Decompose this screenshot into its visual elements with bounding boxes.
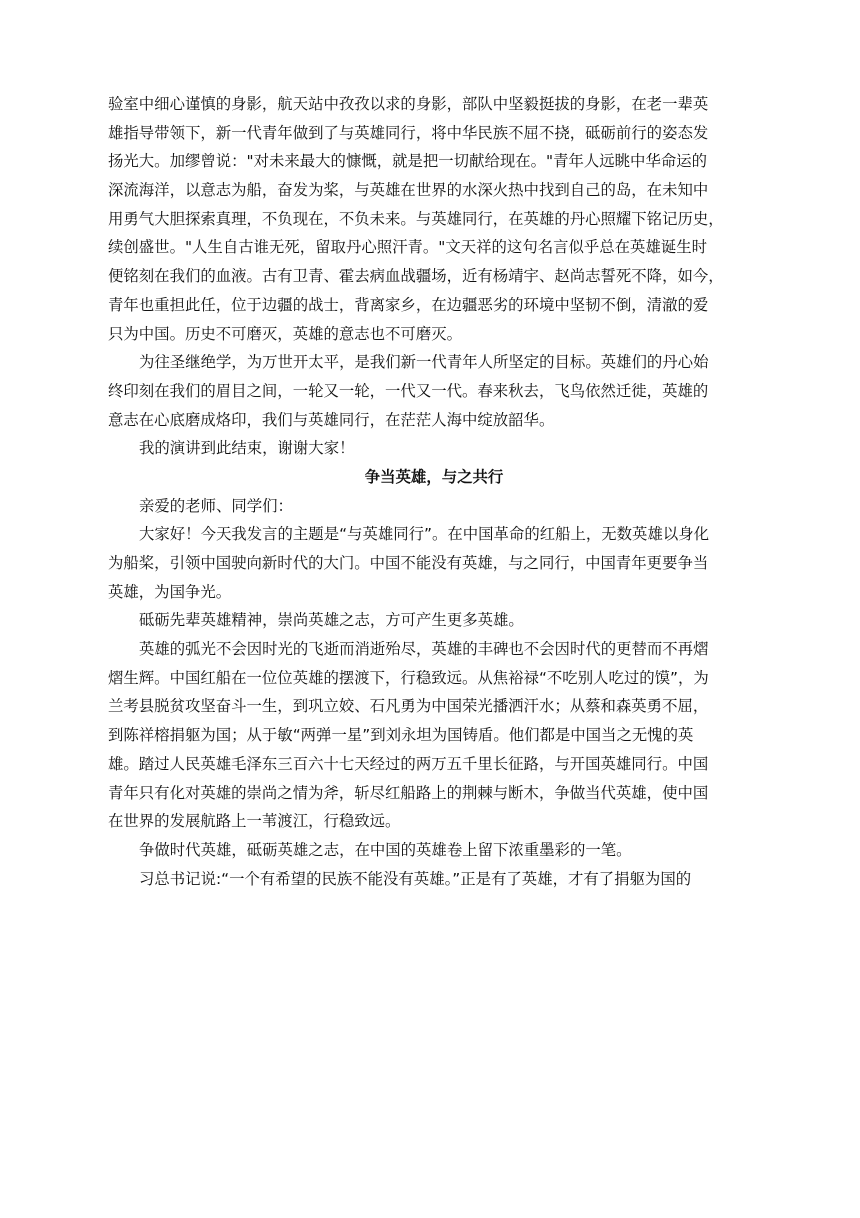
text-line: 习总书记说:“一个有希望的民族不能没有英雄。”正是有了英雄，才有了捐躯为国的 bbox=[139, 869, 692, 888]
text-line: 只为中国。历史不可磨灭，英雄的意志也不可磨灭。 bbox=[108, 324, 462, 343]
text-line: 争做时代英雄，砥砺英雄之志，在中国的英雄卷上留下浓重墨彩的一笔。 bbox=[139, 840, 632, 859]
document-body bbox=[108, 90, 760, 893]
text-line: 意志在心底磨成烙印，我们与英雄同行，在茫茫人海中绽放韶华。 bbox=[108, 410, 555, 429]
text-line: 终印刻在我们的眉目之间，一轮又一轮，一代又一代。春来秋去，飞鸟依然迁徙，英雄的 bbox=[108, 381, 709, 400]
text-line: 砥砺先辈英雄精神，崇尚英雄之志，方可产生更多英雄。 bbox=[139, 611, 524, 630]
text-line: 深流海洋，以意志为船，奋发为桨，与英雄在世界的水深火热中找到自己的岛，在未知中 bbox=[108, 181, 709, 200]
text-line: 雄。踏过人民英雄毛泽东三百六十七天经过的两万五千里长征路，与开国英雄同行。中国 bbox=[108, 754, 709, 773]
text-line: 到陈祥榕捐躯为国；从于敏“两弹一星”到刘永坦为国铸盾。他们都是中国当之无愧的英 bbox=[108, 726, 694, 745]
text-line: 雄指导带领下，新一代青年做到了与英雄同行，将中华民族不屈不挠，砥砺前行的姿态发 bbox=[108, 123, 709, 142]
text-line: 我的演讲到此结束，谢谢大家！ bbox=[139, 439, 355, 458]
text-line: 验室中细心谨慎的身影，航天站中孜孜以求的身影，部队中坚毅挺拔的身影，在老一辈英 bbox=[108, 95, 709, 113]
text-line: 在世界的发展航路上一苇渡江，行稳致远。 bbox=[108, 812, 401, 831]
text-line: 青年只有化对英雄的崇尚之情为斧，斩尽红船路上的荆棘与断木，争做当代英雄，使中国 bbox=[108, 783, 709, 802]
text-line: 用勇气大胆探索真理，不负现在，不负未来。与英雄同行，在英雄的丹心照耀下铭记历史， bbox=[108, 209, 724, 228]
text-line: 青年也重担此任，位于边疆的战士，背离家乡，在边疆恶劣的环境中坚韧不倒，清澈的爱 bbox=[108, 295, 709, 314]
text-line: 为往圣继绝学，为万世开太平，是我们新一代青年人所坚定的目标。英雄们的丹心始 bbox=[139, 353, 709, 372]
text-line: 熠生辉。中国红船在一位位英雄的摆渡下，行稳致远。从焦裕禄“不吃别人吃过的馍”，为 bbox=[108, 668, 709, 687]
text-line: 便铭刻在我们的血液。古有卫青、霍去病血战疆场，近有杨靖宇、赵尚志誓死不降，如今， bbox=[108, 267, 724, 286]
text-line: 为船桨，引领中国驶向新时代的大门。中国不能没有英雄，与之同行，中国青年更要争当 bbox=[108, 554, 709, 572]
text-line: 英雄的弧光不会因时光的飞逝而消逝殆尽，英雄的丰碑也不会因时代的更替而不再熠 bbox=[139, 640, 709, 659]
text-line: 亲爱的老师、同学们： bbox=[139, 496, 293, 515]
section-title: 争当英雄，与之共行 bbox=[364, 467, 504, 486]
text-line: 扬光大。加缪曾说："对未来最大的慷慨，就是把一切献给现在。"青年人远眺中华命运的 bbox=[108, 152, 708, 171]
text-line: 续创盛世。"人生自古谁无死，留取丹心照汗青。"文天祥的这句名言似乎总在英雄诞生时 bbox=[108, 238, 708, 257]
text-line: 大家好！今天我发言的主题是“与英雄同行”。在中国革命的红船上，无数英雄以身化 bbox=[139, 525, 710, 544]
text-line: 英雄，为国争光。 bbox=[108, 582, 232, 601]
text-line: 兰考县脱贫攻坚奋斗一生，到巩立姣、石凡勇为中国荣光播洒汗水；从蔡和森英勇不屈， bbox=[108, 697, 709, 716]
